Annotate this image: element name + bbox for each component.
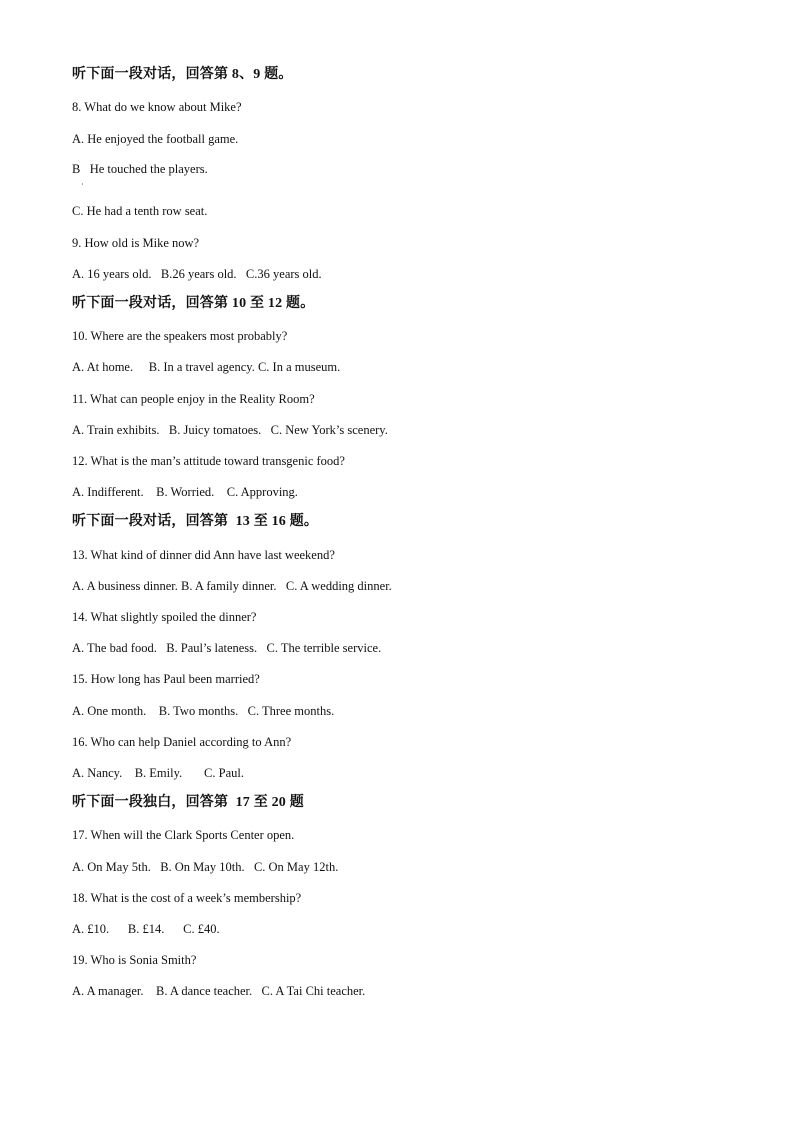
option-line: A. A manager. B. A dance teacher. C. A Tai Chi teacher.: [72, 984, 366, 998]
question-15: 15. How long has Paul been married?: [72, 672, 260, 686]
section-heading: 听下面一段对话，回答第 13 至 16 题。: [72, 514, 319, 529]
option-line: A. A business dinner. B. A family dinner. C. A wedding dinner.: [72, 579, 392, 593]
stray-mark: ·: [81, 180, 84, 189]
question-8: 8. What do we know about Mike?: [72, 100, 242, 114]
option-line: C. He had a tenth row seat.: [72, 204, 208, 218]
question-13: 13. What kind of dinner did Ann have last weekend?: [72, 548, 335, 562]
question-12: 12. What is the man’s attitude toward transgenic food?: [72, 454, 345, 468]
section-heading: 听下面一段对话，回答第 8、9 题。: [72, 67, 293, 82]
question-9: 9. How old is Mike now?: [72, 236, 200, 250]
option-line: A. One month. B. Two months. C. Three months.: [72, 704, 335, 718]
option-line: A. The bad food. B. Paul’s lateness. C. The terrible service.: [72, 641, 382, 655]
section-heading: 听下面一段对话，回答第 10 至 12 题。: [72, 296, 315, 311]
question-18: 18. What is the cost of a week’s membership?: [72, 891, 302, 905]
question-10: 10. Where are the speakers most probably?: [72, 329, 288, 343]
question-17: 17. When will the Clark Sports Center open.: [72, 828, 295, 842]
question-16: 16. Who can help Daniel according to Ann?: [72, 735, 292, 749]
option-line: B He touched the players.: [72, 162, 208, 176]
option-line: A. At home. B. In a travel agency. C. In a museum.: [72, 360, 341, 374]
option-line: A. He enjoyed the football game.: [72, 132, 239, 146]
option-line: A. On May 5th. B. On May 10th. C. On May 12th.: [72, 860, 339, 874]
question-14: 14. What slightly spoiled the dinner?: [72, 610, 257, 624]
option-line: A. Indifferent. B. Worried. C. Approving.: [72, 485, 298, 499]
option-line: A. Train exhibits. B. Juicy tomatoes. C. New York’s scenery.: [72, 423, 388, 437]
question-11: 11. What can people enjoy in the Reality Room?: [72, 392, 315, 406]
option-line: A. 16 years old. B.26 years old. C.36 years old.: [72, 267, 322, 281]
option-line: A. £10. B. £14. C. £40.: [72, 922, 220, 936]
question-19: 19. Who is Sonia Smith?: [72, 953, 197, 967]
section-heading: 听下面一段独白，回答第 17 至 20 题: [72, 795, 304, 810]
option-line: A. Nancy. B. Emily. C. Paul.: [72, 766, 244, 780]
